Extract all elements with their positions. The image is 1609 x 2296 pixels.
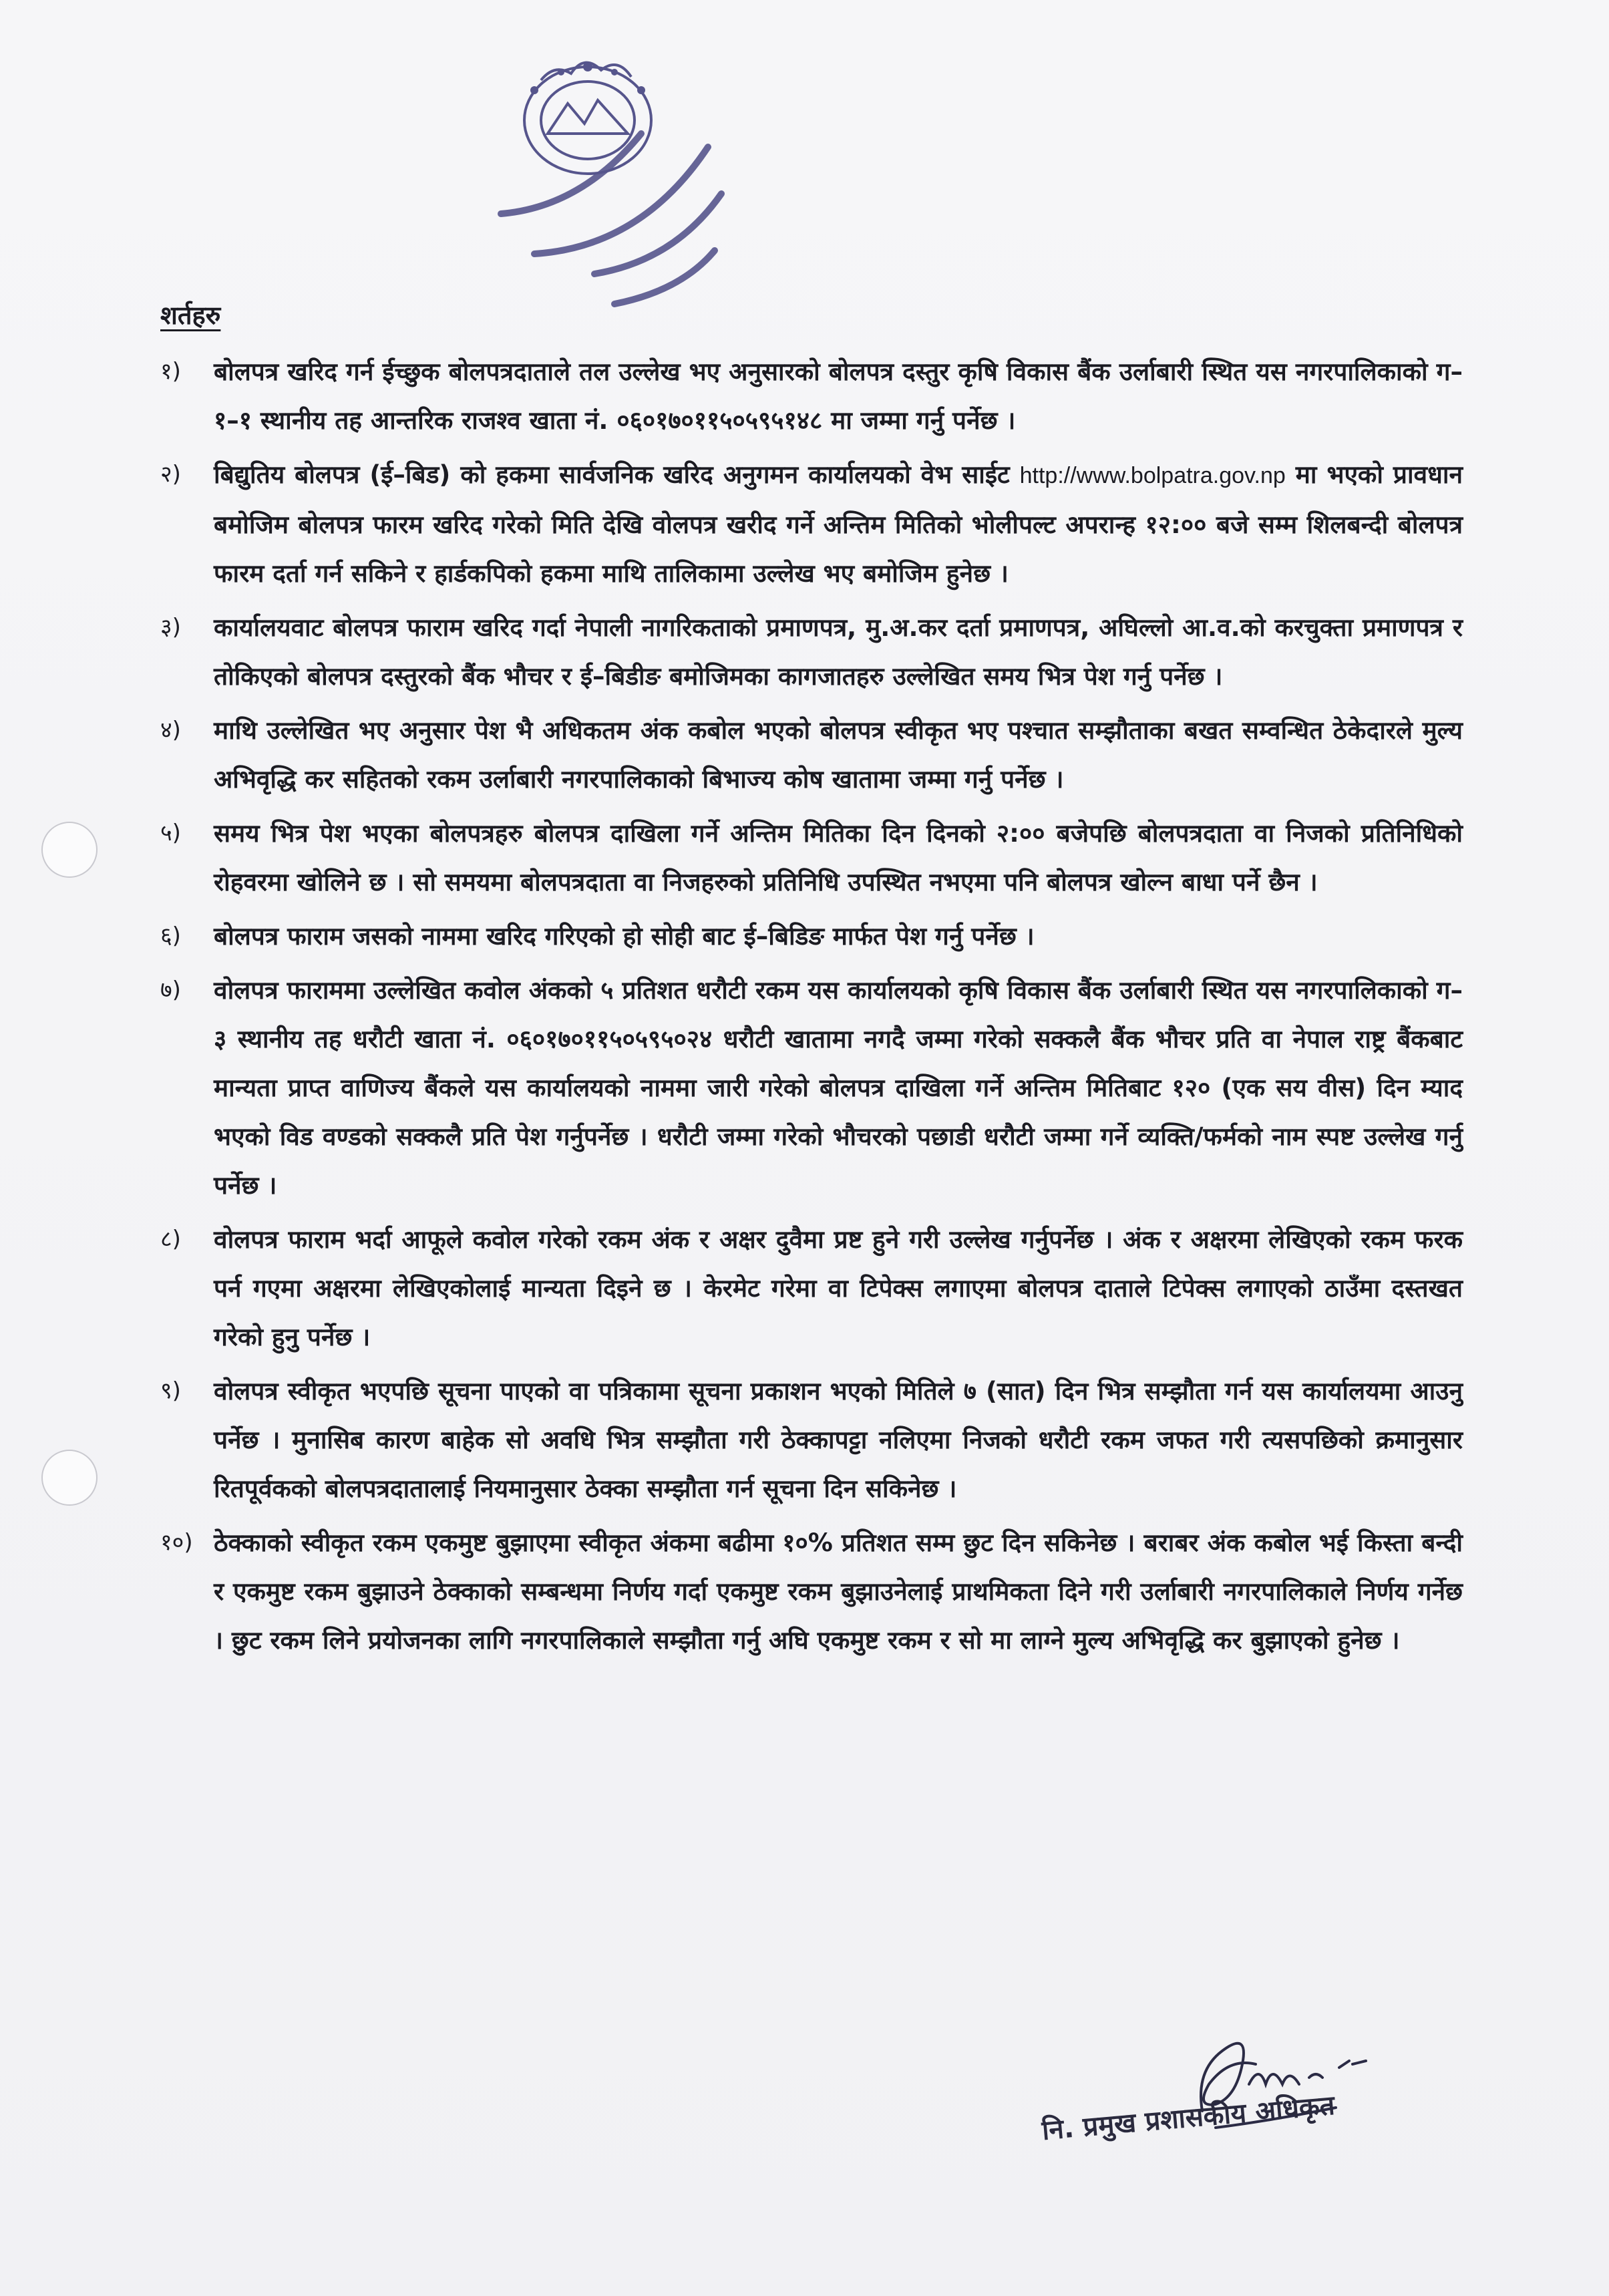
list-item [160, 347, 1463, 445]
punch-hole [41, 1450, 98, 1506]
signatory-title: नि. प्रमुख प्रशासकीय अधिकृत [1041, 2090, 1336, 2146]
term-text: बिद्युतिय बोलपत्र (ई–बिड) को हकमा सार्वजनिक खरिद अनुगमन कार्यालयको वेभ साईट [214, 460, 1020, 489]
page-title: शर्तहरु [160, 301, 221, 330]
list-item [160, 1367, 1463, 1513]
punch-hole [41, 822, 98, 878]
list-item [160, 966, 1463, 1210]
list-item [160, 450, 1463, 598]
term-number: ७) [160, 977, 181, 1003]
list-item [160, 912, 1463, 961]
term-text: माथि उल्लेखित भए अनुसार पेश भै अधिकतम अंक कबोल भएको बोलपत्र स्वीकृत भए पश्चात सम्झौताका बखत सम्वन्धित ठेकेदारले मुल्य अभिवृद्धि कर सहितको रकम उर्लाबारी नगरपालिकाको बिभाज्य कोष खातामा जम्मा गर्नु पर्नेछ । [214, 716, 1463, 794]
terms-list [160, 347, 1463, 1670]
term-number: ८) [160, 1226, 181, 1253]
term-number: १) [160, 358, 181, 385]
term-number: २) [160, 461, 181, 488]
term-text: वोलपत्र फाराममा उल्लेखित कवोल अंकको ५ प्रतिशत धरौटी रकम यस कार्यालयको कृषि विकास बैंक उर्लाबारी स्थित यस नगरपालिकाको ग–३ स्थानीय तह धरौटी खाता नं. ०६०१७०११५०५९५०२४ धरौटी खातामा नगदै जम्मा गरेको सक्कलै बैंक भौचर प्रति वा नेपाल राष्ट्र बैंकबाट मान्यता प्राप्त वाणिज्य बैंकले यस कार्यालयको नाममा जारी गरेको बोलपत्र दाखिला गर्ने अन्तिम मितिबाट १२० (एक सय वीस) दिन म्याद भएको विड वण्डको सक्कलै प्रति पेश गर्नुपर्नेछ । धरौटी जम्मा गरेको भौचरको पछाडी धरौटी जम्मा गर्ने व्यक्ति/फर्मको नाम स्पष्ट उल्लेख गर्नु पर्नेछ । [214, 976, 1463, 1200]
term-number: ३) [160, 614, 181, 641]
term-text: समय भित्र पेश भएका बोलपत्रहरु बोलपत्र दाखिला गर्ने अन्तिम मितिका दिन दिनको २:०० बजेपछि बोलपत्रदाता वा निजको प्रतिनिधिको रोहवरमा खोलिने छ । सो समयमा बोलपत्रदाता वा निजहरुको प्रतिनिधि उपस्थित नभएमा पनि बोलपत्र खोल्न बाधा पर्ने छैन । [214, 819, 1463, 896]
term-text: मा भएको प्रावधान बमोजिम बोलपत्र फारम खरिद गरेको मिति देखि वोलपत्र खरीद गर्ने अन्तिम मितिको भोलीपल्ट अपरान्ह १२:०० बजे सम्म शिलबन्दी बोलपत्र फारम दर्ता गर्न सकिने र हार्डकपिको हकमा माथि तालिकामा उल्लेख भए बमोजिम हुनेछ । [214, 460, 1463, 588]
term-number: ५) [160, 820, 181, 846]
term-number: ४) [160, 717, 181, 744]
term-number: ९) [160, 1377, 181, 1404]
term-text: वोलपत्र फाराम भर्दा आफूले कवोल गरेको रकम अंक र अक्षर दुवैमा प्रष्ट हुने गरी उल्लेख गर्नुपर्नेछ । अंक र अक्षरमा लेखिएको रकम फरक पर्न गएमा अक्षरमा लेखिएकोलाई मान्यता दिइने छ । केरमेट गरेमा वा टिपेक्स लगाएमा बोलपत्र दाताले टिपेक्स लगाएको ठाउँमा दस्तखत गरेको हुनु पर्नेछ । [214, 1225, 1463, 1351]
term-number: ६) [160, 923, 181, 949]
term-text: बोलपत्र फाराम जसको नाममा खरिद गरिएको हो सोही बाट ई–बिडिङ मार्फत पेश गर्नु पर्नेछ । [214, 922, 1035, 951]
term-text: ठेक्काको स्वीकृत रकम एकमुष्ट बुझाएमा स्वीकृत अंकमा बढीमा १०% प्रतिशत सम्म छुट दिन सकिनेछ । बराबर अंक कबोल भई किस्ता बन्दी र एकमुष्ट रकम बुझाउने ठेक्काको सम्बन्धमा निर्णय गर्दा एकमुष्ट रकम बुझाउनेलाई प्राथमिकता दिने गरी उर्लाबारी नगरपालिकाले निर्णय गर्नेछ । छुट रकम लिने प्रयोजनका लागि नगरपालिकाले सम्झौता गर्नु अघि एकमुष्ट रकम र सो मा लाग्ने मुल्य अभिवृद्धि कर बुझाएको हुनेछ । [214, 1528, 1463, 1655]
bolpatra-link[interactable]: http://www.bolpatra.gov.np [1019, 463, 1286, 488]
list-item [160, 706, 1463, 804]
list-item [160, 809, 1463, 907]
list-item [160, 603, 1463, 701]
seal-icon [461, 40, 781, 307]
list-item [160, 1215, 1463, 1361]
list-item [160, 1518, 1463, 1665]
term-text: बोलपत्र खरिद गर्न ईच्छुक बोलपत्रदाताले तल उल्लेख भए अनुसारको बोलपत्र दस्तुर कृषि विकास बैंक उर्लाबारी स्थित यस नगरपालिकाको ग–१–१ स्थानीय तह आन्तरिक राजश्व खाता नं. ०६०१७०११५०५९५१४८ मा जम्मा गर्नु पर्नेछ । [214, 357, 1463, 435]
term-text: कार्यालयवाट बोलपत्र फाराम खरिद गर्दा नेपाली नागरिकताको प्रमाणपत्र, मु.अ.कर दर्ता प्रमाणपत्र, अघिल्लो आ.व.को करचुक्ता प्रमाणपत्र र तोकिएको बोलपत्र दस्तुरको बैंक भौचर र ई–बिडीङ बमोजिमका कागजातहरु उल्लेखित समय भित्र पेश गर्नु पर्नेछ । [214, 613, 1463, 691]
term-number: १०) [160, 1529, 193, 1556]
term-text: वोलपत्र स्वीकृत भएपछि सूचना पाएको वा पत्रिकामा सूचना प्रकाशन भएको मितिले ७ (सात) दिन भित्र सम्झौता गर्न यस कार्यालयमा आउनु पर्नेछ । मुनासिब कारण बाहेक सो अवधि भित्र सम्झौता गरी ठेक्कापट्टा नलिएमा निजको धरौटी रकम जफत गरी त्यसपछिको क्रमानुसार रितपूर्वकको बोलपत्रदातालाई नियमानुसार ठेक्का सम्झौता गर्न सूचना दिन सकिनेछ । [214, 1377, 1463, 1503]
